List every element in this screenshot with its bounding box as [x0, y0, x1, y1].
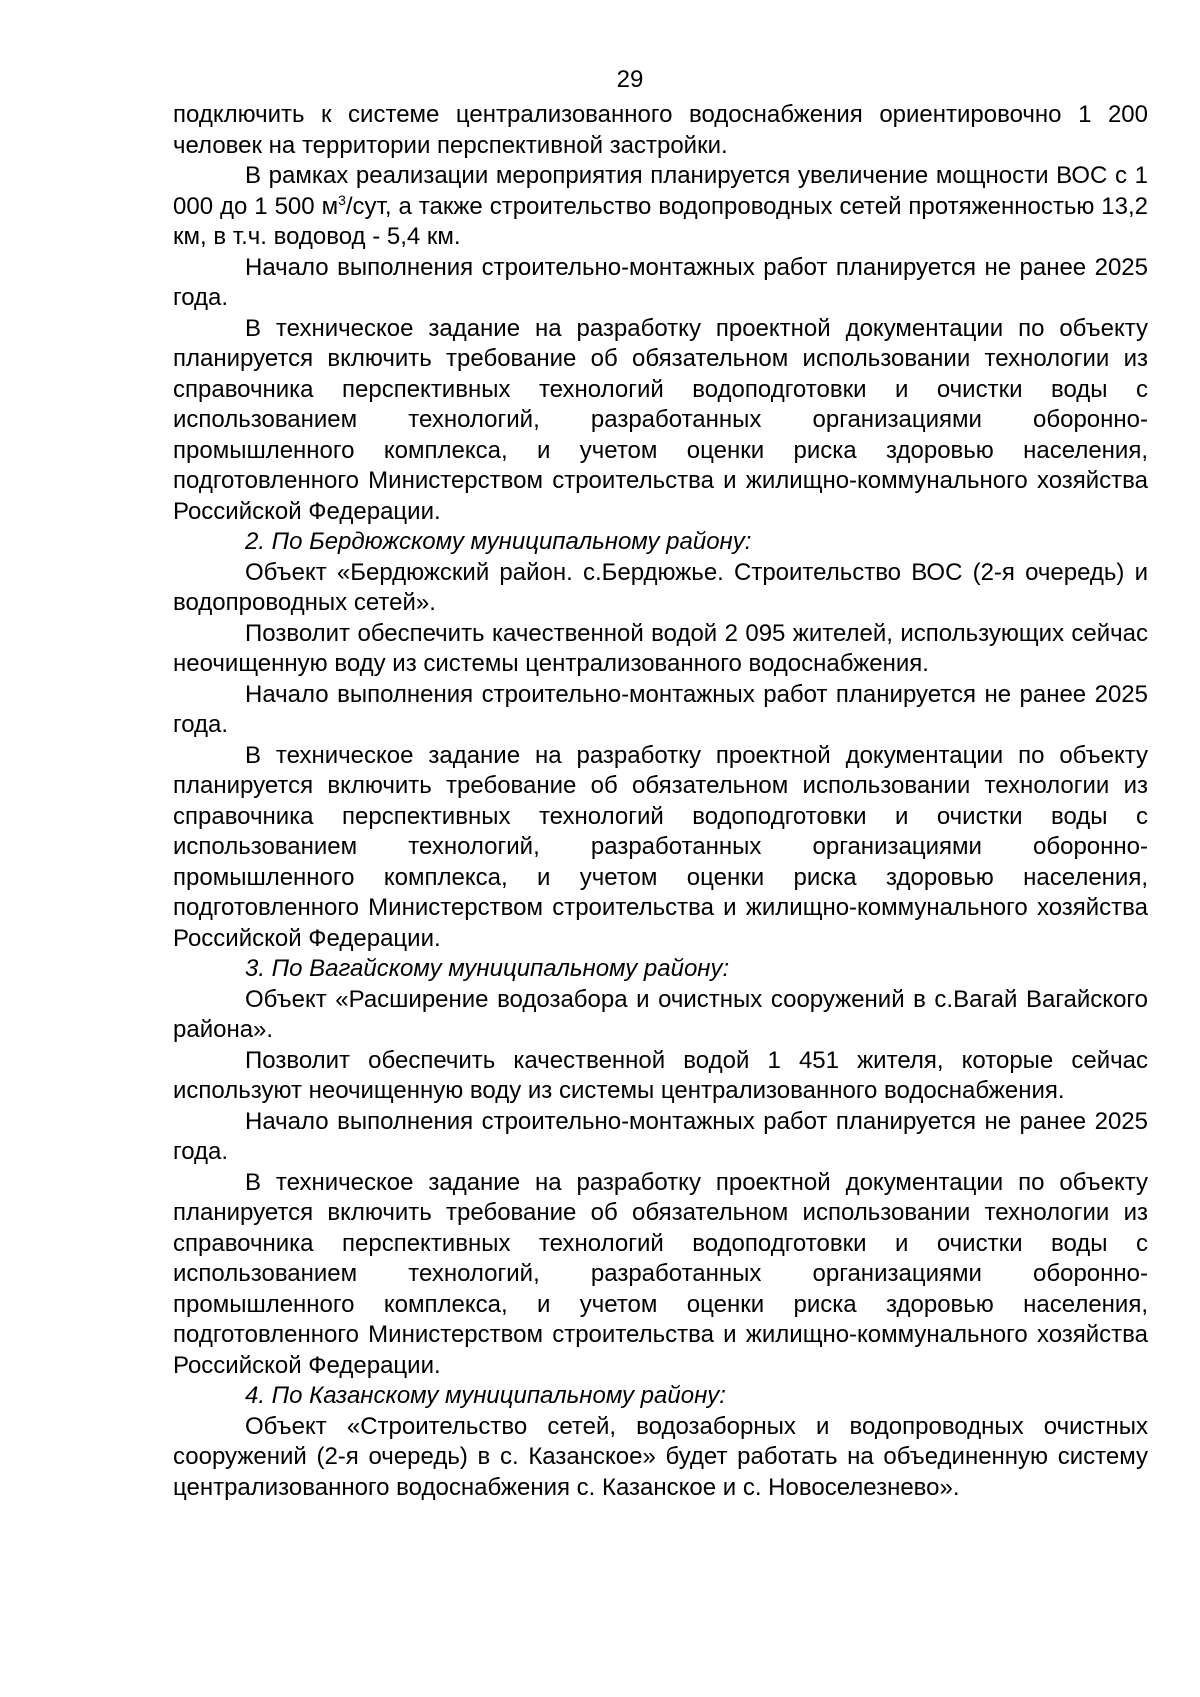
- section-heading-kazansky: 4. По Казанскому муниципальному району:: [245, 1382, 726, 1409]
- paragraph-residents: Позволит обеспечить качественной водой 1 451 жителя, которые сейчас используют неочищенную воду из системы централизованного водоснабжения.: [173, 1046, 1148, 1104]
- paragraph-construction-start: Начало выполнения строительно-монтажных работ планируется не ранее 2025 года.: [173, 253, 1148, 311]
- paragraph-continuation: подключить к системе централизованного водоснабжения ориентировочно 1 200 человек на территории перспективной застройки.: [173, 101, 1148, 159]
- paragraph-residents: Позволит обеспечить качественной водой 2 095 жителей, использующих сейчас неочищенную воду из системы централизованного водоснабжения.: [173, 619, 1148, 677]
- document-body: [173, 100, 1148, 1503]
- paragraph-capacity-increase: [173, 161, 1148, 253]
- page-number: 29: [616, 66, 644, 93]
- paragraph-construction-start: Начало выполнения строительно-монтажных работ планируется не ранее 2025 года.: [173, 1107, 1148, 1165]
- section-heading-berdyuzhsky: 2. По Бердюжскому муниципальному району:: [245, 528, 752, 555]
- paragraph-object: Объект «Строительство сетей, водозаборных и водопроводных очистных сооружений (2-я очередь) в с. Казанское» будет работать на объединенную систему централизованного водоснабжения с. Казанское и с. Новоселезнево».: [173, 1412, 1148, 1501]
- paragraph-object: Объект «Расширение водозабора и очистных сооружений в с.Вагай Вагайского района».: [173, 985, 1148, 1043]
- paragraph-technical-assignment: В техническое задание на разработку проектной документации по объекту планируется включить требование об обязательном использовании технологии из справочника перспективных технологий водоподготовки и очистки воды с использованием технологий, разработанных организациями оборонно-промышленного комплекса, и учетом оценки риска здоровью населения, подготовленного Министерством строительства и жилищно-коммунального хозяйства Российской Федерации.: [173, 741, 1148, 952]
- paragraph-capacity-text-end: /сут, а также строительство водопроводных сетей протяженностью 13,2 км, в т.ч. водовод - 5,4 км.: [173, 192, 1148, 250]
- cubic-superscript: 3: [338, 191, 346, 208]
- section-heading-vagaysky: 3. По Вагайскому муниципальному району:: [245, 955, 730, 982]
- paragraph-construction-start: Начало выполнения строительно-монтажных работ планируется не ранее 2025 года.: [173, 680, 1148, 738]
- paragraph-technical-assignment: В техническое задание на разработку проектной документации по объекту планируется включить требование об обязательном использовании технологии из справочника перспективных технологий водоподготовки и очистки воды с использованием технологий, разработанных организациями оборонно-промышленного комплекса, и учетом оценки риска здоровью населения, подготовленного Министерством строительства и жилищно-коммунального хозяйства Российской Федерации.: [173, 314, 1148, 525]
- paragraph-capacity-text: В рамках реализации мероприятия планируется увеличение мощности ВОС с 1 000 до 1 500 м: [173, 162, 1148, 220]
- paragraph-technical-assignment: В техническое задание на разработку проектной документации по объекту планируется включить требование об обязательном использовании технологии из справочника перспективных технологий водоподготовки и очистки воды с использованием технологий, разработанных организациями оборонно-промышленного комплекса, и учетом оценки риска здоровью населения, подготовленного Министерством строительства и жилищно-коммунального хозяйства Российской Федерации.: [173, 1168, 1148, 1379]
- paragraph-object: Объект «Бердюжский район. с.Бердюжье. Строительство ВОС (2-я очередь) и водопроводных сетей».: [173, 558, 1148, 616]
